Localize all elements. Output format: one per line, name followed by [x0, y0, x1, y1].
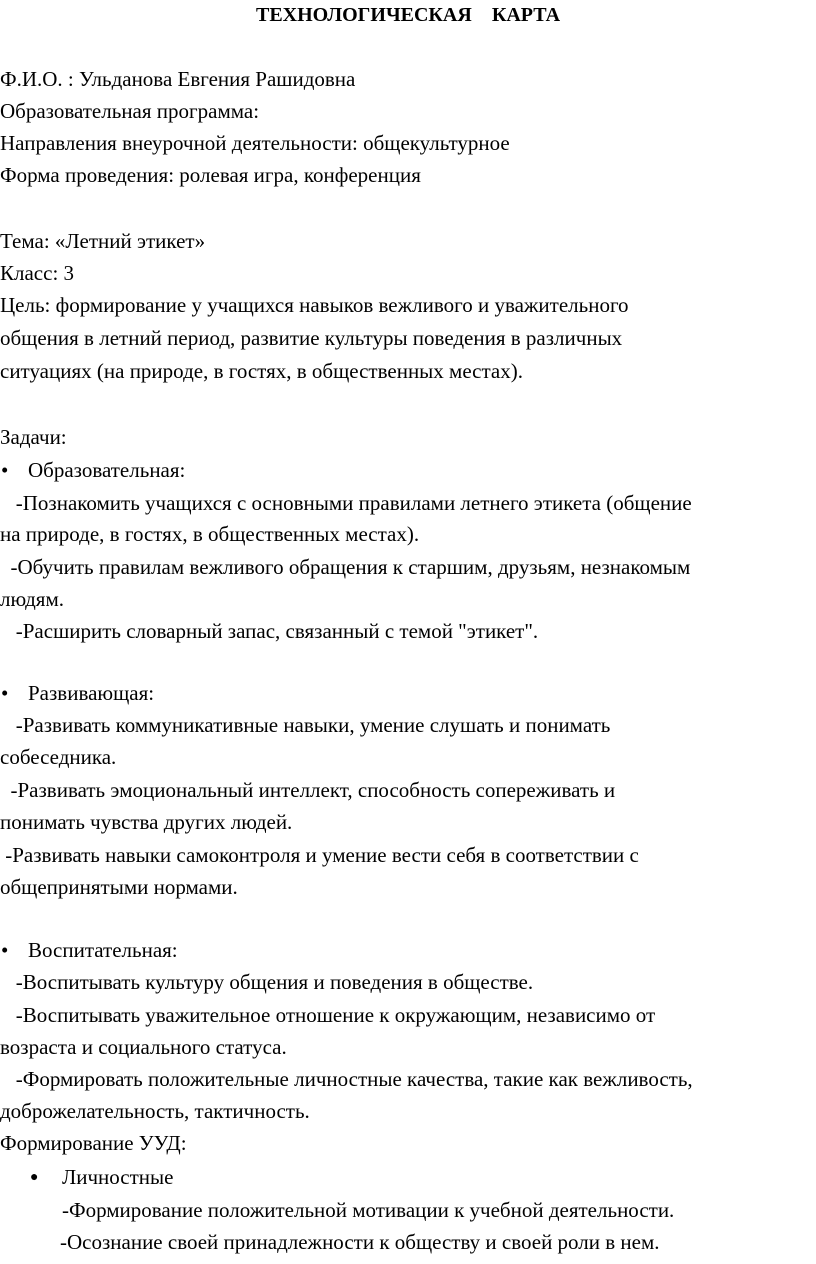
- educational-line-3: -Обучить правилам вежливого обращения к старшим, друзьям, незнакомым: [0, 555, 691, 579]
- grade-line: Класс: 3: [0, 261, 75, 285]
- tasks-heading: Задачи:: [0, 425, 67, 449]
- personal-label: Личностные: [62, 1165, 174, 1189]
- educational-line-4: людям.: [0, 587, 64, 611]
- personal-line-1: -Формирование положительной мотивации к учебной деятельности.: [62, 1198, 675, 1222]
- program-line: Образовательная программа:: [0, 99, 260, 123]
- upbringing-line-4: -Формировать положительные личностные качества, такие как вежливость,: [0, 1067, 693, 1091]
- direction-line: Направления внеурочной деятельности: общекультурное: [0, 131, 510, 155]
- goal-line-3: ситуациях (на природе, в гостях, в общественных местах).: [0, 359, 523, 383]
- upbringing-line-5: доброжелательность, тактичность.: [0, 1099, 310, 1123]
- document-title: ТЕХНОЛОГИЧЕСКАЯ КАРТА: [255, 4, 561, 26]
- educational-line-2: на природе, в гостях, в общественных местах).: [0, 522, 420, 546]
- developing-line-5: -Развивать навыки самоконтроля и умение вести себя в соответствии с: [0, 843, 639, 867]
- upbringing-line-1: -Воспитывать культуру общения и поведения в обществе.: [0, 970, 534, 994]
- goal-line-1: Цель: формирование у учащихся навыков вежливого и уважительного: [0, 293, 629, 317]
- bullet-icon: •: [1, 681, 9, 705]
- bullet-icon: •: [1, 458, 9, 482]
- developing-line-2: собеседника.: [0, 745, 117, 769]
- upbringing-label: Воспитательная:: [28, 938, 178, 962]
- form-line: Форма проведения: ролевая игра, конференция: [0, 163, 421, 187]
- educational-label: Образовательная:: [28, 458, 186, 482]
- educational-line-5: -Расширить словарный запас, связанный с темой "этикет".: [0, 619, 539, 643]
- topic-line: Тема: «Летний этикет»: [0, 229, 206, 253]
- goal-line-2: общения в летний период, развитие культуры поведения в различных: [0, 326, 623, 350]
- educational-line-1: -Познакомить учащихся с основными правилами летнего этикета (общение: [0, 491, 692, 515]
- personal-line-2: -Осознание своей принадлежности к обществу и своей роли в нем.: [60, 1230, 660, 1254]
- uud-heading: Формирование УУД:: [0, 1131, 187, 1155]
- upbringing-line-3: возраста и социального статуса.: [0, 1035, 287, 1059]
- developing-line-4: понимать чувства других людей.: [0, 810, 293, 834]
- developing-line-6: общепринятыми нормами.: [0, 875, 238, 899]
- developing-label: Развивающая:: [28, 681, 155, 705]
- developing-line-1: -Развивать коммуникативные навыки, умение слушать и понимать: [0, 713, 611, 737]
- fio-line: Ф.И.О. : Ульданова Евгения Рашидовна: [0, 67, 356, 91]
- bullet-icon: •: [1, 938, 9, 962]
- developing-line-3: -Развивать эмоциональный интеллект, способность сопереживать и: [0, 778, 616, 802]
- upbringing-line-2: -Воспитывать уважительное отношение к окружающим, независимо от: [0, 1003, 656, 1027]
- filled-bullet-icon: ●: [30, 1170, 39, 1185]
